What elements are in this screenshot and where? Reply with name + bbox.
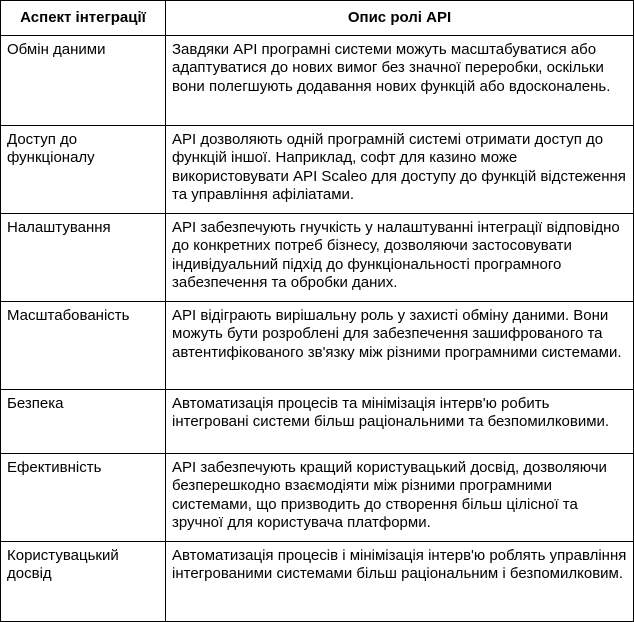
description-cell: Автоматизація процесів і мінімізація інтерв'ю роблять управління інтегрованими системами більш раціональним і безпомилковим. — [166, 542, 634, 622]
aspect-cell: Налаштування — [1, 214, 166, 302]
description-cell: Автоматизація процесів та мінімізація інтерв'ю робить інтегровані системи більш раціональними та безпомилковими. — [166, 390, 634, 454]
description-cell: API забезпечують гнучкість у налаштуванні інтеграції відповідно до конкретних потреб бізнесу, дозволяючи застосовувати індивідуальний підхід до функціональності програмного забезпечення та обробки даних. — [166, 214, 634, 302]
table-header-row — [1, 1, 634, 36]
aspect-cell: Користувацький досвід — [1, 542, 166, 622]
aspect-cell: Ефективність — [1, 454, 166, 542]
table-row — [1, 454, 634, 542]
description-cell: API дозволяють одній програмній системі отримати доступ до функцій іншої. Наприклад, софт для казино може використовувати API Scaleo для доступу до функцій відстеження та управління афіліатами. — [166, 126, 634, 214]
description-cell: Завдяки API програмні системи можуть масштабуватися або адаптуватися до нових вимог без значної переробки, оскільки вони полегшують додавання нових функцій або вдосконалень. — [166, 36, 634, 126]
header-aspect: Аспект інтеграції — [1, 1, 166, 36]
aspect-cell: Обмін даними — [1, 36, 166, 126]
description-cell: API забезпечують кращий користувацький досвід, дозволяючи безперешкодно взаємодіяти між різними програмними системами, що призводить до створення більш цілісної та зручної для користувача платформи. — [166, 454, 634, 542]
table-row — [1, 126, 634, 214]
table-row — [1, 390, 634, 454]
table-row — [1, 214, 634, 302]
table-row — [1, 302, 634, 390]
header-description: Опис ролі API — [166, 1, 634, 36]
aspect-cell: Масштабованість — [1, 302, 166, 390]
table-row — [1, 36, 634, 126]
table-row — [1, 542, 634, 622]
description-cell: API відіграють вирішальну роль у захисті обміну даними. Вони можуть бути розроблені для забезпечення зашифрованого та автентифікованого зв'язку між різними програмними системами. — [166, 302, 634, 390]
aspect-cell: Безпека — [1, 390, 166, 454]
aspect-cell: Доступ до функціоналу — [1, 126, 166, 214]
